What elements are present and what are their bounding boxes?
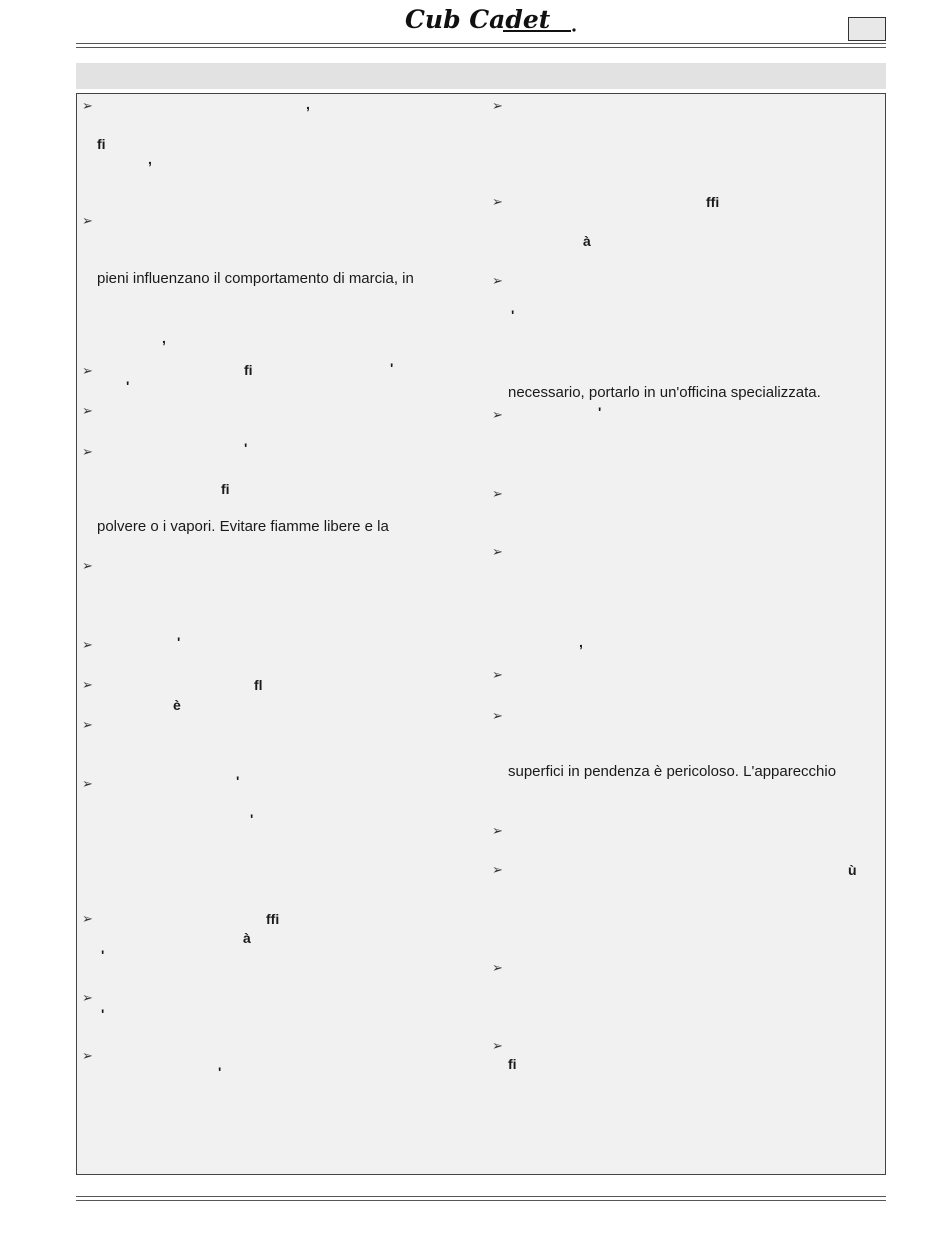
bullet-arrow-icon: ➢ — [492, 961, 503, 976]
paragraph-line: polvere o i vapori. Evitare fiamme libere e la — [97, 518, 389, 535]
bullet-arrow-icon: ➢ — [82, 718, 93, 733]
bullet-arrow-icon: ➢ — [82, 404, 93, 419]
bullet-arrow-icon: ➢ — [82, 638, 93, 653]
text-fragment: ' — [126, 378, 130, 394]
page-number-box — [848, 17, 886, 41]
bullet-arrow-icon: ➢ — [492, 824, 503, 839]
paragraph-line: superfici in pendenza è pericoloso. L'apparecchio — [508, 763, 837, 780]
text-fragment: ffi — [706, 194, 720, 210]
text-fragment: ' — [101, 947, 105, 963]
text-fragment: fi — [508, 1056, 517, 1072]
bullet-arrow-icon: ➢ — [82, 678, 93, 693]
logo-dot — [572, 28, 575, 31]
footer-rule-2 — [76, 1200, 886, 1201]
bullet-arrow-icon: ➢ — [82, 777, 93, 792]
text-fragment: à — [243, 930, 251, 946]
text-fragment: ' — [177, 634, 181, 650]
text-fragment: ù — [848, 862, 857, 878]
bullet-arrow-icon: ➢ — [492, 99, 503, 114]
text-fragment: fi — [97, 136, 106, 152]
text-fragment: ' — [511, 307, 515, 323]
bullet-arrow-icon: ➢ — [82, 912, 93, 927]
text-fragment: fl — [254, 677, 263, 693]
text-fragment: ' — [236, 773, 240, 789]
text-fragment: ' — [390, 360, 394, 376]
text-fragment: à — [583, 233, 591, 249]
bullet-arrow-icon: ➢ — [492, 195, 503, 210]
bullet-arrow-icon: ➢ — [492, 709, 503, 724]
text-fragment: , — [148, 151, 152, 167]
logo-text: Cub Cadet — [405, 5, 551, 34]
paragraph-line: pieni influenzano il comportamento di marcia, in — [97, 270, 414, 287]
paragraph-line: necessario, portarlo in un'officina specializzata. — [508, 384, 821, 401]
bullet-arrow-icon: ➢ — [492, 487, 503, 502]
bullet-arrow-icon: ➢ — [492, 274, 503, 289]
text-fragment: è — [173, 697, 181, 713]
bullet-arrow-icon: ➢ — [82, 559, 93, 574]
text-fragment: , — [579, 634, 583, 650]
bullet-arrow-icon: ➢ — [82, 991, 93, 1006]
text-fragment: , — [306, 96, 310, 112]
cub-cadet-logo — [403, 4, 578, 34]
section-title-band — [76, 63, 886, 89]
bullet-arrow-icon: ➢ — [492, 408, 503, 423]
bullet-arrow-icon: ➢ — [492, 545, 503, 560]
text-fragment: fi — [221, 481, 230, 497]
footer-rule-1 — [76, 1196, 886, 1197]
text-fragment: ffi — [266, 911, 280, 927]
bullet-arrow-icon: ➢ — [82, 445, 93, 460]
bullet-arrow-icon: ➢ — [492, 1039, 503, 1054]
text-fragment: ' — [598, 404, 602, 420]
safety-instructions-box — [76, 93, 886, 1175]
text-fragment: ' — [250, 811, 254, 827]
bullet-arrow-icon: ➢ — [492, 863, 503, 878]
bullet-arrow-icon: ➢ — [492, 668, 503, 683]
header-rule-1 — [76, 43, 886, 44]
bullet-arrow-icon: ➢ — [82, 214, 93, 229]
bullet-arrow-icon: ➢ — [82, 1049, 93, 1064]
text-fragment: ' — [101, 1006, 105, 1022]
bullet-arrow-icon: ➢ — [82, 99, 93, 114]
header-rule-2 — [76, 47, 886, 48]
bullet-arrow-icon: ➢ — [82, 364, 93, 379]
text-fragment: ' — [244, 440, 248, 456]
text-fragment: , — [162, 330, 166, 346]
text-fragment: fi — [244, 362, 253, 378]
text-fragment: ' — [218, 1064, 222, 1080]
